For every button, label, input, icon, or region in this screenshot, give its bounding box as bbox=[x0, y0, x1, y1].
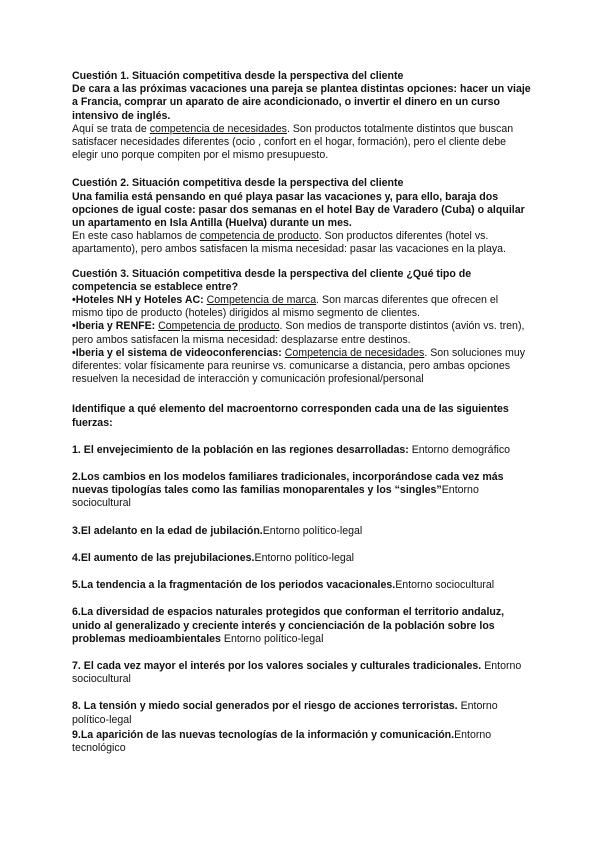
macroentorno-answer: Entorno político-legal bbox=[72, 700, 498, 726]
cuestion-3-item-text: . Son marcas diferentes que ofrecen el mismo tipo de producto (hoteles) dirigidos al mismo segmento de clientes. bbox=[72, 294, 499, 320]
macroentorno-item bbox=[72, 471, 532, 511]
cuestion-2-answer-text: . Son productos diferentes (hotel vs. apartamento), pero ambos satisfacen la misma necesidad: pasar las vacaciones en la playa. bbox=[72, 230, 506, 256]
macroentorno-answer: Entorno sociocultural bbox=[72, 659, 522, 686]
macroentorno-item bbox=[72, 660, 532, 686]
macroentorno-item bbox=[72, 729, 532, 755]
macroentorno-item bbox=[72, 606, 532, 646]
macroentorno-item bbox=[72, 444, 532, 457]
cuestion-3-item-text: . Son medios de transporte distintos (avión vs. tren), pero ambos satisfacen la misma necesidad: desplazarse entre destinos. bbox=[72, 320, 525, 346]
macroentorno-answer: Entorno tecnológico bbox=[72, 728, 492, 754]
cuestion-3-item bbox=[72, 320, 532, 346]
macroentorno-question: 6.La diversidad de espacios naturales protegidos que conforman el territorio andaluz, unido al generalizado y creciente interés y concienciación de la población sobre los problemas medioambientales bbox=[72, 606, 505, 645]
cuestion-3-item-label: •Iberia y el sistema de videoconferencias: bbox=[72, 346, 285, 359]
cuestion-1-answer-text: . Son productos totalmente distintos que buscan satisfacer necesidades diferentes (ocio , confort en el hogar, formación), pero el cliente debe elegir uno porque compiten por el mismo presupuesto. bbox=[72, 122, 514, 162]
cuestion-3-item-term: Competencia de marca bbox=[206, 294, 317, 307]
macroentorno-question: 9.La aparición de las nuevas tecnologías de la información y comunicación. bbox=[72, 728, 455, 741]
macroentorno-answer: Entorno político-legal bbox=[254, 551, 355, 564]
macroentorno-section bbox=[72, 403, 532, 755]
cuestion-1-answer bbox=[72, 123, 532, 163]
cuestion-2-answer-intro: En este caso hablamos de bbox=[72, 230, 200, 243]
cuestion-3-title: Cuestión 3. Situación competitiva desde la perspectiva del cliente ¿Qué tipo de competencia se establece entre? bbox=[72, 267, 472, 293]
cuestion-3-item-label: •Hoteles NH y Hoteles AC: bbox=[72, 294, 207, 307]
macroentorno-question: 5.La tendencia a la fragmentación de los periodos vacacionales. bbox=[72, 579, 396, 592]
macroentorno-item bbox=[72, 700, 532, 726]
cuestion-2-answer-term: competencia de producto bbox=[199, 230, 319, 243]
cuestion-1-answer-term: competencia de necesidades bbox=[149, 122, 287, 135]
cuestion-2-answer bbox=[72, 230, 532, 256]
macroentorno-question: 3.El adelanto en la edad de jubilación. bbox=[72, 524, 263, 537]
macroentorno-answer: Entorno sociocultural bbox=[72, 484, 479, 510]
cuestion-3-item-label: •Iberia y RENFE: bbox=[72, 320, 159, 333]
macroentorno-item bbox=[72, 552, 532, 565]
macroentorno-answer: Entorno político-legal bbox=[262, 524, 363, 537]
macroentorno-question: 8. La tensión y miedo social generados por el riesgo de acciones terroristas. bbox=[72, 700, 461, 713]
cuestion-3-item-term: Competencia de producto bbox=[158, 320, 280, 333]
macroentorno-question: 1. El envejecimiento de la población en las regiones desarrolladas: bbox=[72, 443, 412, 456]
macroentorno-answer: Entorno político-legal bbox=[223, 632, 324, 645]
document-page bbox=[72, 70, 532, 755]
cuestion-1-answer-intro: Aquí se trata de bbox=[72, 122, 150, 135]
cuestion-1-scenario: De cara a las próximas vacaciones una pareja se plantea distintas opciones: hacer un viaje a Francia, comprar un aparato de aire acondicionado, o invertir el dinero en un curso intensivo de inglés. bbox=[72, 83, 531, 122]
cuestion-3-item-text: . Son soluciones muy diferentes: volar físicamente para reunirse vs. comunicarse a distancia, pero ambas opciones resuelven la necesidad de interacción y comunicación profesional/personal bbox=[72, 346, 526, 386]
macroentorno-answer: Entorno demográfico bbox=[411, 443, 511, 456]
cuestion-2-title: Cuestión 2. Situación competitiva desde la perspectiva del cliente bbox=[72, 177, 404, 190]
cuestion-1 bbox=[72, 70, 532, 162]
macroentorno-question: 2.Los cambios en los modelos familiares tradicionales, incorporándose cada vez más nuevas tipologías tales como las familias monoparentales y los “singles” bbox=[72, 471, 504, 497]
macroentorno-item bbox=[72, 579, 532, 592]
cuestion-2-scenario: Una familia está pensando en qué playa pasar las vacaciones y, para ello, baraja dos opciones de igual coste: pasar dos semanas en el hotel Bay de Varadero (Cuba) o alquilar un apartamento en Isla Antilla (Huelva) durante un mes. bbox=[72, 190, 525, 230]
cuestion-3-item bbox=[72, 347, 532, 387]
macroentorno-heading: Identifique a qué elemento del macroentorno corresponden cada una de las siguientes fuerzas: bbox=[72, 403, 509, 429]
macroentorno-item bbox=[72, 525, 532, 538]
cuestion-3 bbox=[72, 268, 532, 387]
macroentorno-question: 4.El aumento de las prejubilaciones. bbox=[72, 551, 255, 564]
macroentorno-question: 7. El cada vez mayor el interés por los valores sociales y culturales tradicionales. bbox=[72, 659, 485, 672]
cuestion-3-item bbox=[72, 294, 532, 320]
macroentorno-answer: Entorno sociocultural bbox=[395, 579, 495, 592]
cuestion-2 bbox=[72, 177, 532, 256]
cuestion-3-item-term: Competencia de necesidades bbox=[284, 346, 425, 359]
cuestion-1-title: Cuestión 1. Situación competitiva desde la perspectiva del cliente bbox=[72, 70, 404, 82]
